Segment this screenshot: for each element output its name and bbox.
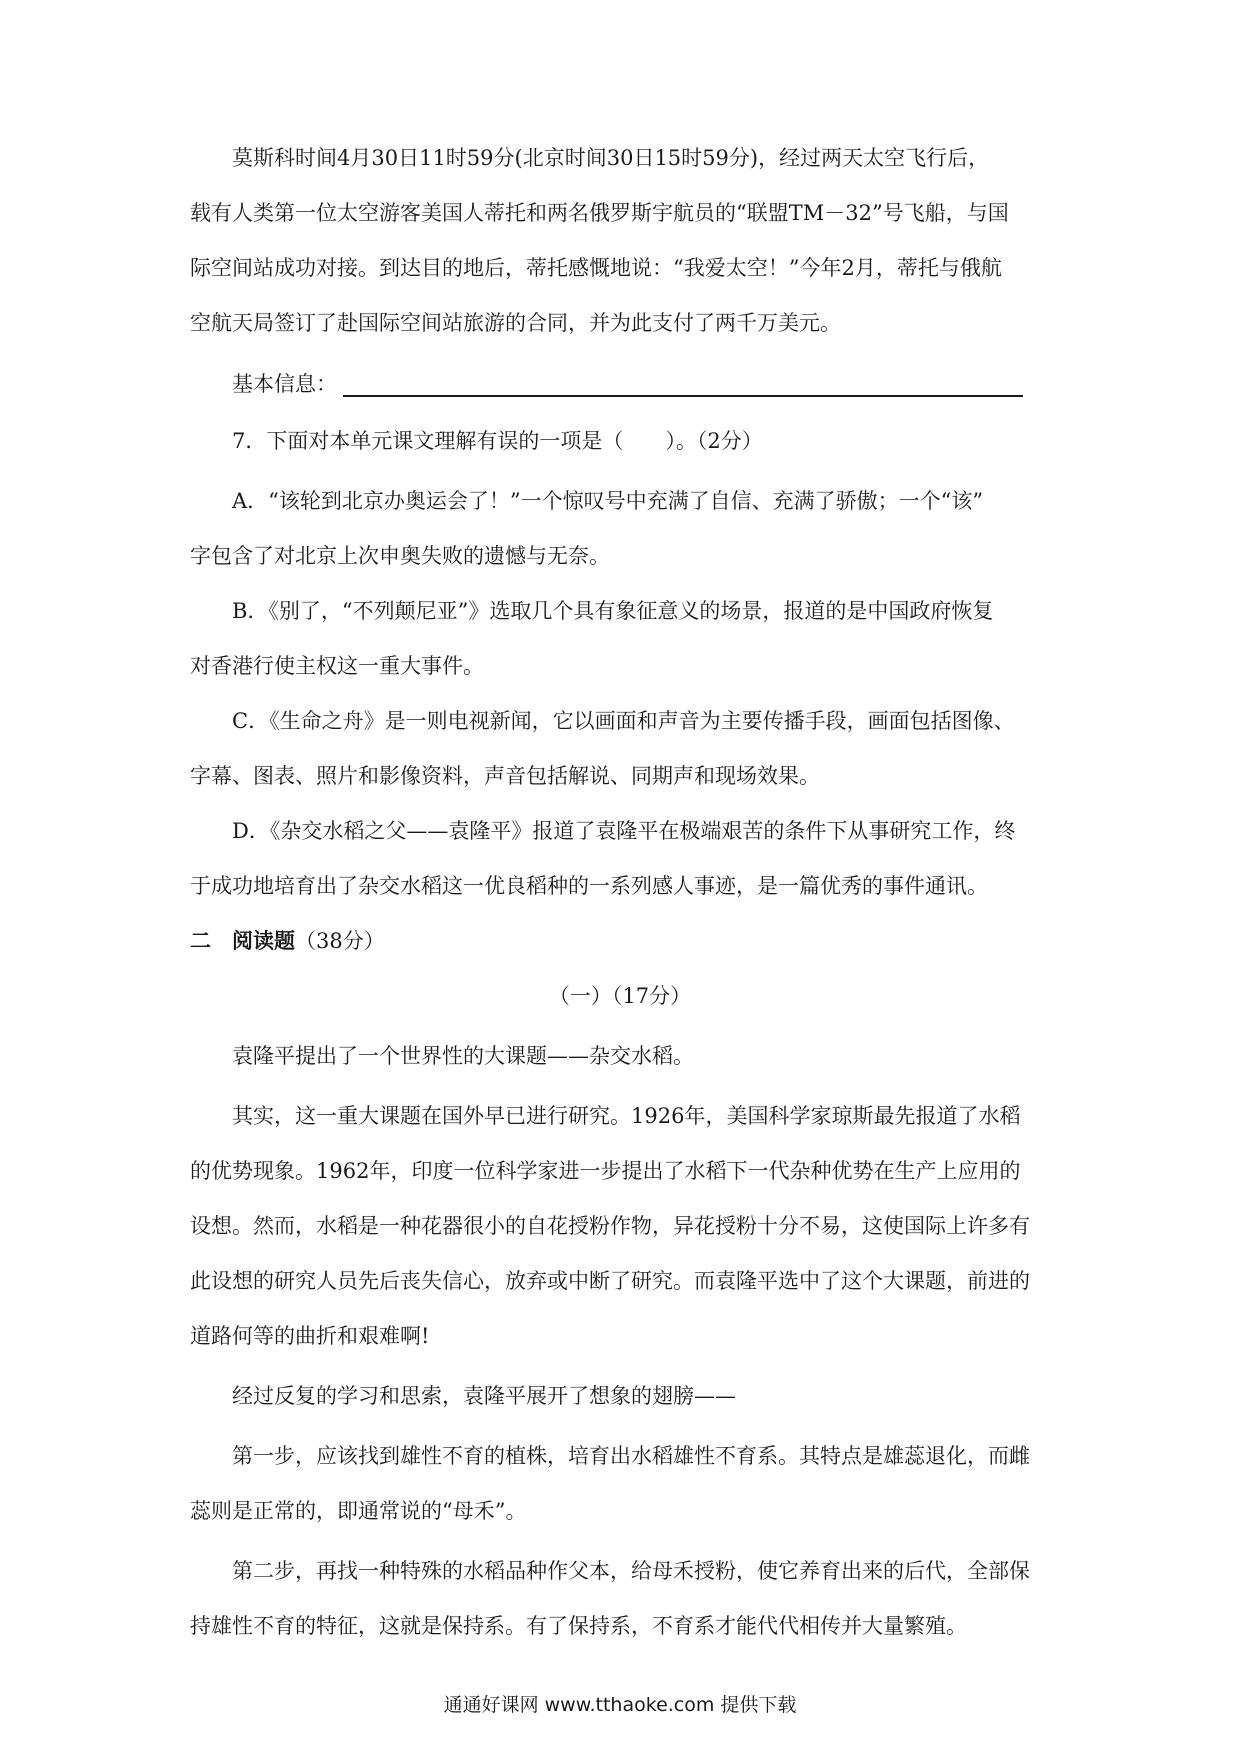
option-d-line: D．《杂交水稻之父——袁隆平》报道了袁隆平在极端艰苦的条件下从事研究工作，终 xyxy=(232,819,1016,843)
reading-line: 此设想的研究人员先后丧失信心，放弃或中断了研究。而袁隆平选中了这个大课题，前进的 xyxy=(190,1269,1030,1293)
passage-line: 空航天局签订了赴国际空间站旅游的合同，并为此支付了两千万美元。 xyxy=(190,311,841,335)
option-a-line: A．“该轮到北京办奥运会了！”一个惊叹号中充满了自信、充满了骄傲；一个“该” xyxy=(232,489,984,513)
section-title: 阅读题 xyxy=(232,929,295,953)
reading-line: 其实，这一重大课题在国外早已进行研究。1926年，美国科学家琼斯最先报道了水稻 xyxy=(232,1104,1021,1128)
passage-line: 际空间站成功对接。到达目的地后，蒂托感慨地说：“我爱太空！”今年2月，蒂托与俄航 xyxy=(190,256,1002,280)
answer-blank-line[interactable] xyxy=(343,375,1023,397)
option-b-line: B．《别了，“不列颠尼亚”》选取几个具有象征意义的场景，报道的是中国政府恢复 xyxy=(232,599,994,623)
reading-paragraph: 经过反复的学习和思索，袁隆平展开了想象的翅膀—— xyxy=(232,1384,736,1408)
reading-line: 第一步，应该找到雄性不育的植株，培育出水稻雄性不育系。其特点是雄蕊退化，而雌 xyxy=(232,1444,1030,1468)
section-heading xyxy=(190,925,385,955)
reading-line: 持雄性不育的特征，这就是保持系。有了保持系，不育系才能代代相传并大量繁殖。 xyxy=(190,1614,967,1638)
page-footer: 通通好课网 www.tthaoke.com 提供下载 xyxy=(443,1694,797,1716)
passage-line: 莫斯科时间4月30日11时59分(北京时间30日15时59分)，经过两天太空飞行后， xyxy=(232,146,990,170)
reading-line: 蕊则是正常的，即通常说的“母禾”。 xyxy=(190,1499,527,1523)
passage-line: 载有人类第一位太空游客美国人蒂托和两名俄罗斯宇航员的“联盟TM－32”号飞船，与国 xyxy=(190,201,1009,225)
subsection-heading: （一）（17分） xyxy=(548,984,692,1008)
option-d-line: 于成功地培育出了杂交水稻这一优良稻种的一系列感人事迹，是一篇优秀的事件通讯。 xyxy=(190,874,988,898)
reading-paragraph: 袁隆平提出了一个世界性的大课题——杂交水稻。 xyxy=(232,1044,694,1068)
option-c-line: C．《生命之舟》是一则电视新闻，它以画面和声音为主要传播手段，画面包括图像、 xyxy=(232,709,1015,733)
basic-info-label: 基本信息： xyxy=(232,372,337,396)
reading-line: 第二步，再找一种特殊的水稻品种作父本，给母禾授粉，使它养育出来的后代，全部保 xyxy=(232,1559,1030,1583)
option-a-line: 字包含了对北京上次申奥失败的遗憾与无奈。 xyxy=(190,544,610,568)
reading-line: 道路何等的曲折和艰难啊! xyxy=(190,1324,430,1348)
option-b-line: 对香港行使主权这一重大事件。 xyxy=(190,654,484,678)
section-number: 二 xyxy=(190,929,211,953)
basic-info-field xyxy=(232,368,1023,398)
section-score: （38分） xyxy=(295,929,385,953)
reading-line: 设想。然而，水稻是一种花器很小的自花授粉作物，异花授粉十分不易，这使国际上许多有 xyxy=(190,1214,1030,1238)
option-c-line: 字幕、图表、照片和影像资料，声音包括解说、同期声和现场效果。 xyxy=(190,764,820,788)
reading-line: 的优势现象。1962年，印度一位科学家进一步提出了水稻下一代杂种优势在生产上应用的 xyxy=(190,1159,1021,1183)
question-7-stem: 7．下面对本单元课文理解有误的一项是（ ）。（2分） xyxy=(232,429,763,453)
